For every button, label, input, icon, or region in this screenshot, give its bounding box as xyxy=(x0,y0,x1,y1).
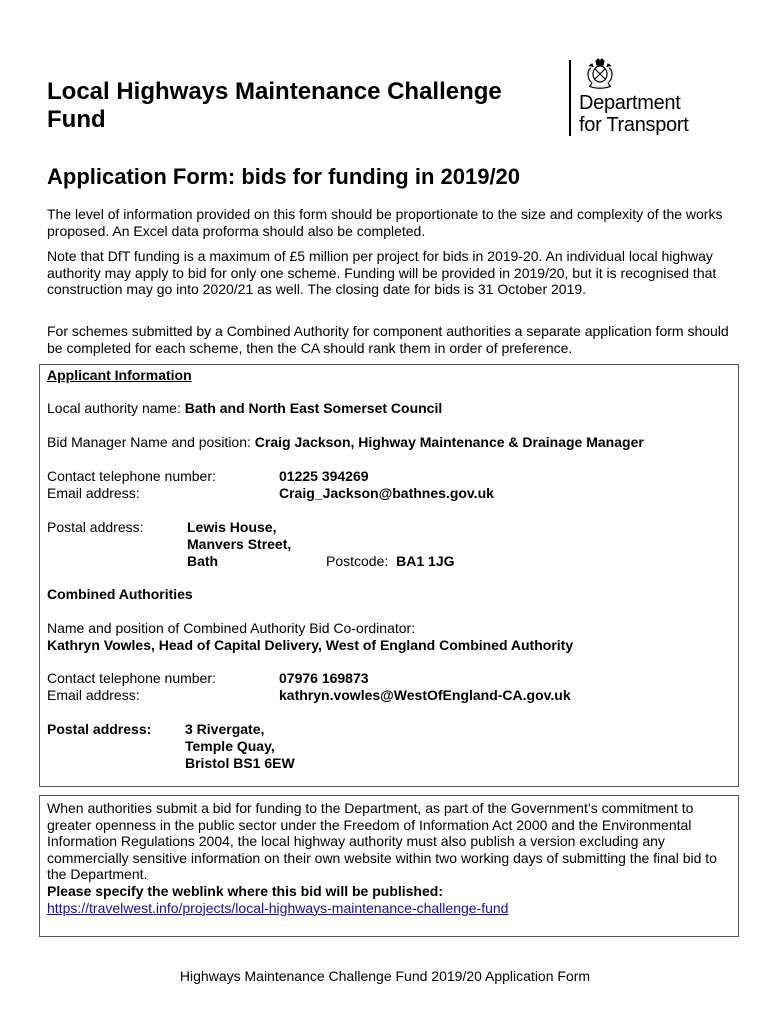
ca-email-value: kathryn.vowles@WestOfEngland-CA.gov.uk xyxy=(279,687,571,703)
postcode-label: Postcode: xyxy=(326,553,389,569)
postcode-value: BA1 1JG xyxy=(396,553,455,569)
coordinator-label: Name and position of Combined Authority Bid Co-ordinator: xyxy=(47,620,416,636)
royal-crest-icon xyxy=(583,58,617,90)
applicant-phone-value: 01225 394269 xyxy=(279,468,369,484)
ca-address-line-1: 3 Rivergate, xyxy=(185,721,265,737)
logo-line-1: Department xyxy=(579,92,681,114)
form-subtitle: Application Form: bids for funding in 2019/20 xyxy=(47,164,521,189)
applicant-address-line-1: Lewis House, xyxy=(187,519,277,535)
applicant-email-value: Craig_Jackson@bathnes.gov.uk xyxy=(279,485,494,501)
ca-address-line-2: Temple Quay, xyxy=(185,738,275,754)
foi-box xyxy=(39,795,739,937)
coordinator-value: Kathryn Vowles, Head of Capital Delivery, West of England Combined Authority xyxy=(47,637,574,653)
publication-weblink[interactable]: https://travelwest.info/projects/local-highways-maintenance-challenge-fund xyxy=(47,899,509,916)
bid-manager-value: Craig Jackson, Highway Maintenance & Drainage Manager xyxy=(254,434,644,450)
ca-phone-value: 07976 169873 xyxy=(279,670,369,686)
la-name-label: Local authority name: xyxy=(47,400,181,416)
applicant-information-box xyxy=(39,364,739,787)
applicant-phone-label: Contact telephone number: xyxy=(47,468,216,484)
la-name-value: Bath and North East Somerset Council xyxy=(184,400,443,416)
foi-content xyxy=(47,800,735,916)
ca-postal-label: Postal address: xyxy=(47,721,152,737)
applicant-address-line-2: Manvers Street, xyxy=(187,536,292,552)
ca-phone-label: Contact telephone number: xyxy=(47,670,216,686)
applicant-heading: Applicant Information xyxy=(47,367,192,383)
applicant-address-line-3: Bath xyxy=(187,553,219,569)
postcode-row xyxy=(326,553,455,570)
intro-paragraph-1: The level of information provided on this form should be proportionate to the size and complexity of the works proposed. An Excel data proforma should also be completed. xyxy=(47,206,723,239)
intro-paragraph-2: Note that DfT funding is a maximum of £5 million per project for bids in 2019-20. An individual local highway authority may apply to bid for only one scheme. Funding will be provided in 2019/20, but it is recognised that construction may go into 2020/21 as well. The closing date for bids is 31 October 2019. xyxy=(47,248,717,298)
bid-manager-row xyxy=(47,434,644,451)
applicant-postal-label: Postal address: xyxy=(47,519,144,535)
bid-manager-label: Bid Manager Name and position: xyxy=(47,434,251,450)
ca-address-line-3: Bristol BS1 6EW xyxy=(185,755,295,771)
foi-text: When authorities submit a bid for funding to the Department, as part of the Government’s commitment to greater openness in the public sector under the Freedom of Information Act 2000 and the Environmental Information Regulations 2004, the local highway authority must also publish a version excluding any commercially sensitive information on their own website within two working days of submitting the final bid to the Department. xyxy=(47,800,717,883)
dft-wordmark xyxy=(579,92,688,136)
foi-prompt: Please specify the weblink where this bid will be published: xyxy=(47,882,443,899)
combined-heading: Combined Authorities xyxy=(47,586,193,602)
logo-line-2: for Transport xyxy=(579,114,689,136)
logo-divider xyxy=(569,60,571,136)
dft-logo xyxy=(569,58,729,138)
document-title: Local Highways Maintenance Challenge Fund xyxy=(47,78,502,133)
intro-paragraph-3: For schemes submitted by a Combined Authority for component authorities a separate application form should be completed for each scheme, then the CA should rank them in order of preference. xyxy=(47,323,729,356)
ca-email-label: Email address: xyxy=(47,687,140,703)
applicant-email-label: Email address: xyxy=(47,485,140,501)
page-footer: Highways Maintenance Challenge Fund 2019/20 Application Form xyxy=(179,968,591,984)
la-name-row xyxy=(47,400,442,417)
